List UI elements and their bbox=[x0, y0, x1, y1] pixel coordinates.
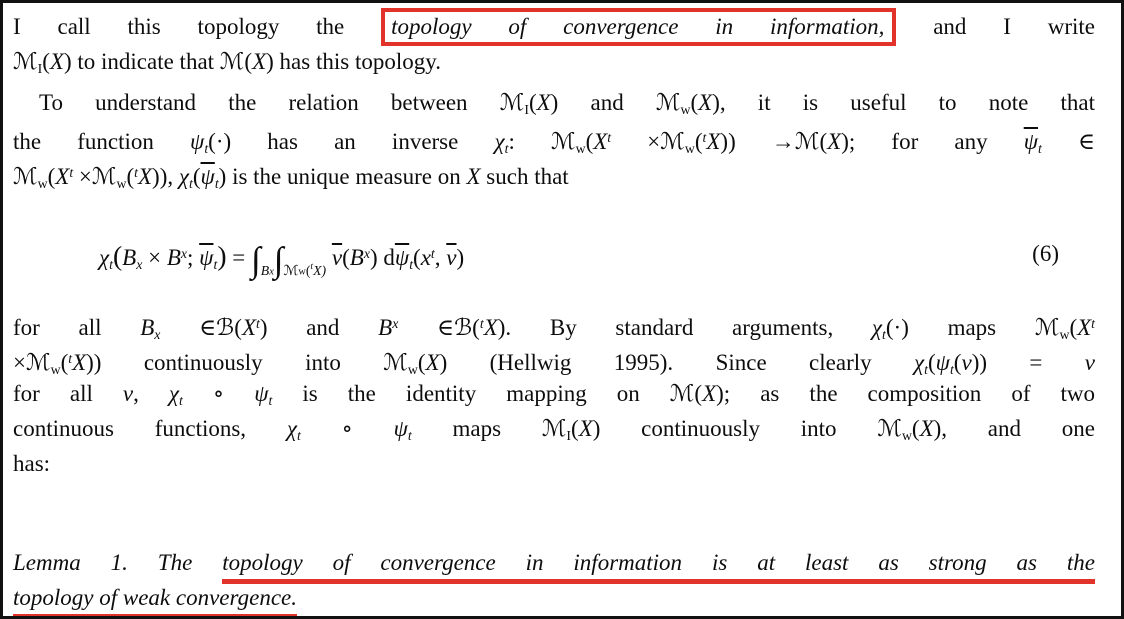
text-segment: t bbox=[213, 256, 218, 272]
text-segment: ν bbox=[961, 349, 972, 375]
text-segment: t bbox=[479, 316, 484, 331]
text-segment: $\overline{\nu}$ bbox=[331, 244, 343, 270]
text-segment: X bbox=[466, 163, 481, 189]
text-segment: ∘ bbox=[182, 381, 255, 406]
text-segment: w bbox=[116, 175, 127, 191]
text-segment: X bbox=[483, 314, 498, 340]
text-segment: t bbox=[407, 427, 412, 443]
text-segment: )) continuously into bbox=[86, 349, 384, 375]
text-segment: t bbox=[204, 140, 209, 156]
text-line-5 bbox=[13, 155, 1095, 190]
text-segment: t bbox=[179, 392, 183, 408]
text-segment: ), and one bbox=[933, 416, 1095, 441]
text-segment: I bbox=[524, 101, 529, 117]
lemma-line-1 bbox=[13, 545, 1095, 580]
text-segment: ( bbox=[244, 49, 253, 74]
text-segment: I bbox=[566, 427, 572, 443]
lemma-line-2 bbox=[13, 580, 1095, 615]
text-segment: X bbox=[919, 416, 934, 441]
text-segment: $\overline{\psi}$ bbox=[200, 163, 215, 189]
text-segment: ( bbox=[690, 90, 699, 115]
text-segment: X bbox=[706, 128, 721, 154]
text-segment: B bbox=[122, 244, 137, 270]
text-segment: $\overline{\psi}$ bbox=[394, 244, 410, 270]
text-segment: × bbox=[13, 349, 26, 375]
text-segment: ( bbox=[234, 314, 242, 340]
text-segment: ( bbox=[694, 128, 703, 154]
text-segment: t bbox=[310, 261, 314, 273]
text-segment: ℬ bbox=[454, 314, 473, 341]
text-segment: w bbox=[1059, 326, 1070, 342]
text-segment: × bbox=[142, 244, 167, 270]
text-segment: ( bbox=[60, 349, 69, 375]
text-segment: t bbox=[430, 246, 435, 261]
text-segment: , bbox=[133, 381, 169, 406]
text-segment: ( bbox=[528, 90, 537, 115]
text-segment: ) and bbox=[550, 90, 656, 115]
text-segment: = bbox=[226, 244, 251, 270]
text-segment: ( bbox=[585, 128, 594, 154]
text-segment: ) bbox=[456, 244, 465, 270]
red-underline-annotation: topology of convergence in information is at least as strong as the bbox=[222, 550, 1095, 584]
text-segment: ℳ bbox=[794, 128, 820, 155]
text-segment: To understand the relation between bbox=[39, 90, 500, 115]
text-segment: Lemma 1. The bbox=[13, 550, 223, 575]
text-segment: X bbox=[1077, 314, 1092, 340]
text-segment: ℳ bbox=[499, 90, 525, 116]
text-segment: ℳ bbox=[660, 128, 685, 155]
text-segment: ) to indicate that bbox=[63, 49, 220, 74]
text-segment: x bbox=[180, 246, 188, 261]
text-segment: ℳ bbox=[541, 416, 567, 442]
text-segment: ( bbox=[911, 416, 920, 441]
text-segment: t bbox=[256, 316, 260, 331]
text-line-4 bbox=[13, 120, 1095, 155]
text-segment: w bbox=[575, 140, 586, 156]
text-segment: ψ bbox=[393, 416, 408, 441]
text-segment: t bbox=[214, 175, 219, 191]
text-segment: ) and bbox=[259, 314, 379, 340]
text-segment: ( bbox=[126, 163, 135, 189]
text-segment: ℳ bbox=[13, 49, 38, 75]
text-segment: ℳ bbox=[91, 163, 117, 190]
text-line-8 bbox=[13, 376, 1095, 411]
text-segment: X bbox=[49, 49, 64, 74]
text-segment: )) = bbox=[971, 349, 1085, 375]
text-segment: χ bbox=[178, 163, 189, 189]
text-segment: t bbox=[409, 256, 414, 272]
text-segment: ℳ bbox=[1034, 314, 1060, 341]
text-segment: χ bbox=[168, 381, 180, 406]
text-segment: continuous functions, bbox=[13, 416, 287, 441]
text-segment: such that bbox=[480, 163, 569, 189]
text-segment: ( bbox=[472, 314, 480, 340]
text-segment: x bbox=[269, 266, 274, 278]
text-segment: maps bbox=[411, 416, 542, 441]
text-segment: × bbox=[73, 163, 92, 189]
text-segment: and I write bbox=[896, 14, 1095, 39]
text-segment: x bbox=[154, 326, 161, 342]
text-segment: the function bbox=[13, 128, 191, 154]
text-segment: t bbox=[949, 361, 954, 377]
text-segment: ℳ bbox=[13, 163, 38, 190]
text-segment: ), it is useful to note that bbox=[712, 90, 1095, 115]
text-segment: X bbox=[252, 49, 267, 74]
text-segment: I call this topology the bbox=[13, 14, 382, 39]
text-segment: (·) has an inverse bbox=[208, 128, 495, 154]
text-segment: ψ bbox=[190, 128, 205, 154]
text-segment: X bbox=[702, 381, 717, 406]
text-segment: ) continuously into bbox=[592, 416, 878, 441]
text-segment: t bbox=[504, 140, 509, 156]
text-segment: ( bbox=[192, 163, 201, 189]
text-segment: ℳ bbox=[25, 349, 51, 376]
text-segment: x bbox=[136, 256, 143, 272]
text-segment: X bbox=[698, 90, 713, 115]
text-segment: X bbox=[536, 90, 551, 115]
text-segment: × bbox=[611, 128, 661, 154]
red-box-annotation: topology of convergence in information, bbox=[381, 8, 896, 46]
text-segment: ∈ bbox=[398, 314, 455, 340]
text-segment: ∘ bbox=[300, 416, 394, 441]
text-segment: I bbox=[37, 60, 43, 76]
text-segment: ( bbox=[953, 349, 962, 375]
text-segment: ℳ bbox=[219, 49, 245, 75]
text-segment: X bbox=[55, 163, 70, 189]
text-segment: w bbox=[901, 427, 912, 443]
text-segment: ); for any bbox=[841, 128, 1024, 154]
equation-6 bbox=[13, 218, 1095, 290]
text-line-1 bbox=[13, 9, 1095, 44]
text-segment: χ bbox=[286, 416, 297, 441]
text-segment: ℳ bbox=[383, 349, 408, 376]
text-segment: t bbox=[607, 130, 612, 145]
text-line-2 bbox=[13, 44, 1095, 79]
text-segment: X bbox=[578, 416, 593, 441]
text-segment: $\overline{\nu}$ bbox=[446, 244, 457, 270]
text-segment: ) bbox=[217, 239, 227, 271]
text-segment: ). By standard arguments, bbox=[497, 314, 872, 340]
text-segment: ( bbox=[42, 49, 50, 74]
text-segment: ) d bbox=[369, 244, 395, 270]
text-segment: ( bbox=[927, 349, 936, 375]
text-segment: w bbox=[680, 101, 691, 117]
text-segment: ψ bbox=[935, 349, 950, 375]
text-line-7 bbox=[13, 341, 1095, 376]
text-segment: (·) maps bbox=[885, 314, 1035, 340]
text-segment: X bbox=[593, 128, 608, 154]
text-segment: ∈ bbox=[160, 314, 217, 340]
text-segment: ℳ bbox=[655, 90, 681, 116]
text-segment: for all bbox=[13, 314, 141, 340]
text-segment: X bbox=[241, 314, 256, 340]
text-segment: w bbox=[298, 266, 306, 278]
text-segment: w bbox=[50, 361, 61, 377]
text-segment: ℬ bbox=[216, 314, 235, 341]
text-segment: ( bbox=[819, 128, 828, 154]
text-segment: has: bbox=[13, 451, 51, 476]
text-segment: t bbox=[134, 165, 138, 180]
text-segment: ( bbox=[112, 239, 123, 271]
text-segment: t bbox=[296, 427, 301, 443]
text-segment: t bbox=[1038, 140, 1042, 156]
text-segment: ( bbox=[1069, 314, 1078, 340]
text-segment: ( bbox=[417, 349, 426, 375]
text-segment: t bbox=[109, 256, 113, 272]
text-segment: ν bbox=[122, 381, 134, 406]
text-segment: ∫ bbox=[251, 239, 261, 280]
text-line-6 bbox=[13, 306, 1095, 341]
text-segment: ( bbox=[47, 163, 56, 189]
text-segment: t bbox=[702, 130, 707, 145]
text-segment: B bbox=[166, 244, 181, 270]
text-segment: ψ bbox=[254, 381, 269, 406]
text-segment: B bbox=[140, 314, 155, 340]
text-segment: $\overline{\psi}$ bbox=[1023, 128, 1038, 154]
text-segment: x bbox=[392, 316, 399, 331]
text-segment: ℳ bbox=[877, 416, 902, 442]
text-segment: t bbox=[1091, 316, 1096, 331]
text-segment: for all bbox=[13, 381, 123, 406]
text-segment: X bbox=[137, 163, 153, 189]
text-segment: t bbox=[68, 351, 73, 366]
text-segment: $\overline{\psi}$ bbox=[199, 244, 214, 270]
text-segment: w bbox=[407, 361, 418, 377]
text-segment: χ bbox=[494, 128, 505, 154]
text-segment: , bbox=[434, 244, 447, 270]
text-segment: is the identity mapping on bbox=[272, 381, 670, 406]
text-segment: ∫ bbox=[273, 239, 284, 280]
text-segment: ν bbox=[1084, 349, 1095, 375]
text-segment: ∈ bbox=[1041, 128, 1096, 154]
text-segment: t bbox=[924, 361, 928, 377]
equation-number: (6) bbox=[1032, 241, 1059, 266]
red-underline-annotation: topology of weak convergence. bbox=[13, 585, 297, 619]
text-segment: t bbox=[189, 175, 193, 191]
text-segment: X bbox=[425, 349, 440, 375]
text-segment: χ bbox=[914, 349, 925, 375]
text-segment: ) is the unique measure on bbox=[218, 163, 467, 189]
text-segment: ℳ bbox=[669, 381, 695, 407]
text-segment: ; bbox=[187, 244, 200, 270]
text-segment: )) → bbox=[720, 128, 795, 154]
text-segment: χ bbox=[871, 314, 883, 340]
text-segment: ( bbox=[342, 244, 350, 270]
text-segment: ); as the composition of two bbox=[716, 381, 1096, 406]
text-segment: w bbox=[684, 140, 695, 156]
text-segment: ( bbox=[305, 263, 311, 279]
text-line-9 bbox=[13, 411, 1095, 446]
text-segment: B bbox=[349, 244, 364, 270]
text-segment: B bbox=[378, 314, 393, 340]
text-segment: x bbox=[363, 246, 370, 261]
text-segment: χ bbox=[99, 244, 110, 270]
text-segment: ( bbox=[571, 416, 579, 441]
text-segment: )), bbox=[152, 163, 179, 189]
text-segment: x bbox=[420, 244, 431, 270]
text-segment: ) (Hellwig 1995). Since clearly bbox=[439, 349, 915, 375]
text-line-3 bbox=[13, 85, 1095, 120]
text-segment: ℳ bbox=[550, 128, 576, 155]
text-segment: X bbox=[72, 349, 87, 375]
text-segment: t bbox=[69, 165, 74, 180]
text-segment: t bbox=[268, 392, 273, 408]
text-line-10 bbox=[13, 446, 1095, 481]
text-segment: ℳ bbox=[283, 263, 299, 280]
text-segment: w bbox=[37, 175, 48, 191]
text-segment: B bbox=[260, 263, 270, 279]
text-segment: ) has this topology. bbox=[266, 49, 441, 74]
text-segment: : bbox=[508, 128, 551, 154]
text-segment: ( bbox=[413, 244, 421, 270]
text-segment: X) bbox=[313, 263, 327, 279]
text-segment: ( bbox=[694, 381, 703, 406]
text-segment: t bbox=[882, 326, 886, 342]
text-segment: X bbox=[827, 128, 842, 154]
page-text bbox=[3, 3, 1121, 615]
